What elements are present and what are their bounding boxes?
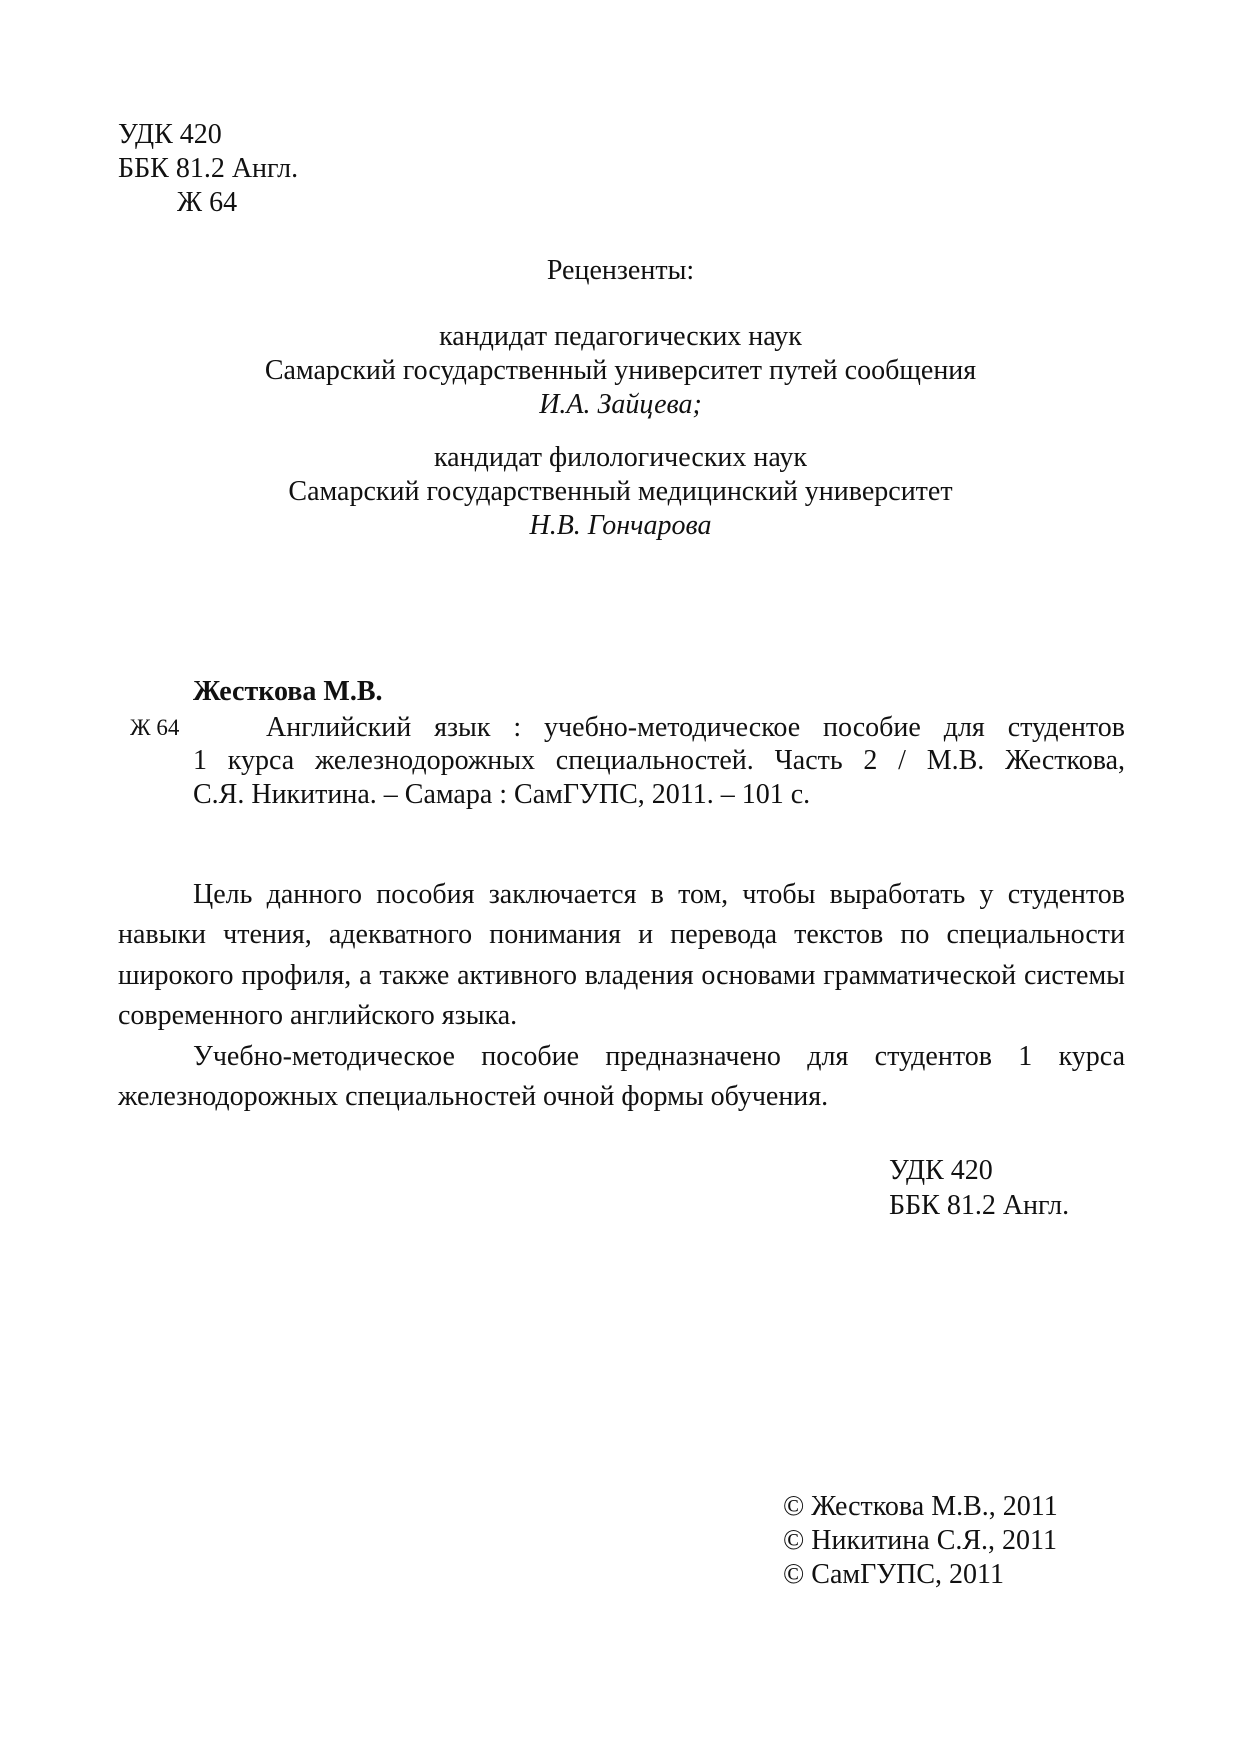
bib-line-3: С.Я. Никитина. – Самара : СамГУПС, 2011. – 101 с. bbox=[193, 779, 811, 810]
abstract-paragraph-1: Цель данного пособия заключается в том, чтобы выработать у студентов навыки чтения, адекватного понимания и перевода текстов по специальности широкого профиля, а также активного владения основами грамматической системы современного английского языка. bbox=[118, 879, 1125, 1032]
udk-code: УДК 420 bbox=[118, 119, 222, 150]
bib-line-2: 1 курса железнодорожных специальностей. Часть 2 / М.В. Жесткова, bbox=[193, 745, 1125, 776]
reviewer-1-org: Самарский государственный университет путей сообщения bbox=[264, 355, 977, 386]
copyright-1: © Жесткова М.В., 2011 bbox=[783, 1491, 1058, 1522]
reviewer-2-org: Самарский государственный медицинский университет bbox=[288, 476, 953, 507]
bib-line-1: Английский язык : учебно-методическое пособие для студентов bbox=[266, 712, 1125, 743]
bib-mark: Ж 64 bbox=[130, 715, 180, 740]
reviewer-2-name: Н.В. Гончарова bbox=[529, 510, 712, 541]
footer-bbk: ББК 81.2 Англ. bbox=[889, 1190, 1070, 1221]
copyright-3: © СамГУПС, 2011 bbox=[783, 1559, 1004, 1590]
reviewers-title: Рецензенты: bbox=[546, 255, 695, 286]
bbk-code: ББК 81.2 Англ. bbox=[118, 153, 299, 184]
copyright-2: © Никитина С.Я., 2011 bbox=[783, 1525, 1058, 1556]
reviewer-1-degree: кандидат педагогических наук bbox=[439, 321, 802, 352]
reviewer-2-degree: кандидат филологических наук bbox=[434, 442, 807, 473]
abstract-paragraph-2: Учебно-методическое пособие предназначено для студентов 1 курса железнодорожных специальностей очной формы обучения. bbox=[118, 1041, 1125, 1113]
bib-author: Жесткова М.В. bbox=[193, 676, 383, 707]
reviewer-1-name: И.А. Зайцева; bbox=[539, 389, 702, 420]
footer-udk: УДК 420 bbox=[889, 1155, 993, 1186]
author-mark: Ж 64 bbox=[177, 187, 238, 218]
